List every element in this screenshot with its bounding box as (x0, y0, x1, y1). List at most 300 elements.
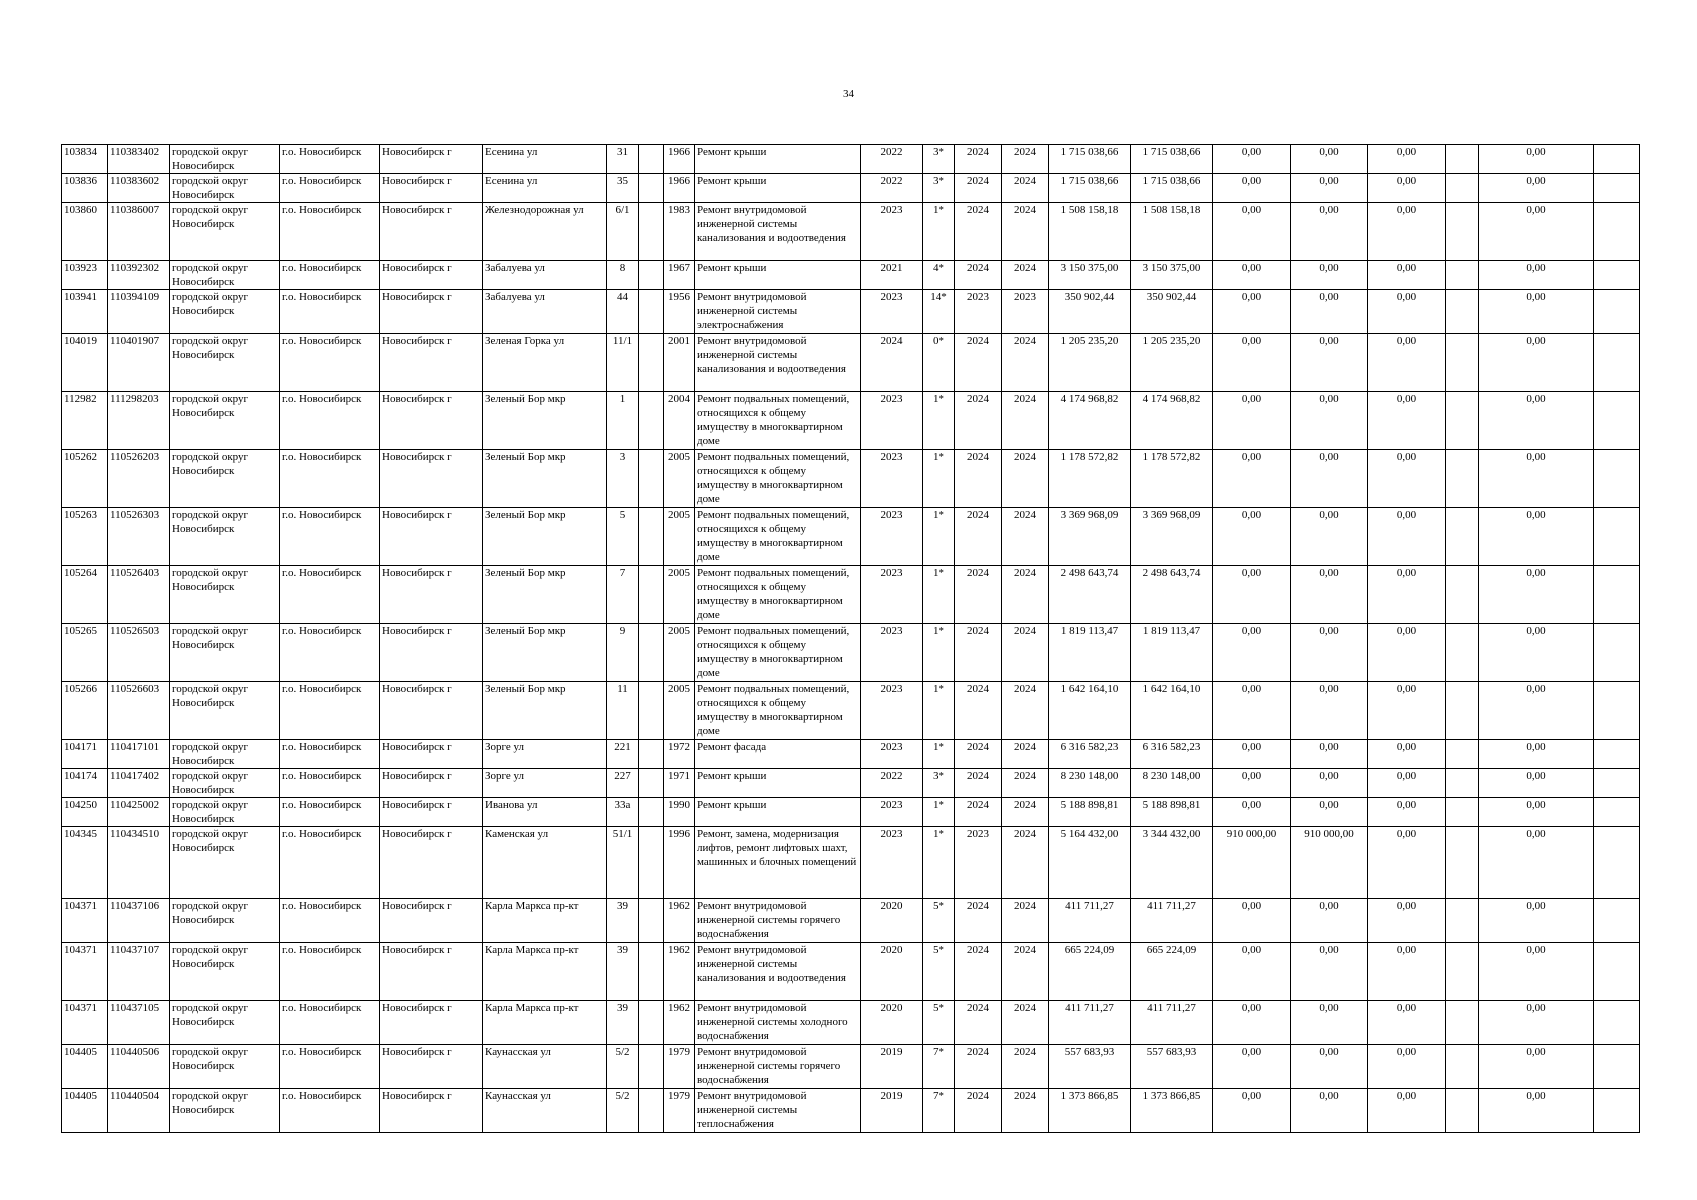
cell-support-1: 910 000,00 (1213, 827, 1291, 899)
cell-support-3: 0,00 (1368, 1045, 1446, 1089)
cell-code: 110417402 (108, 769, 170, 798)
cell-street: Забалуева ул (483, 290, 607, 334)
cell-cost: 411 711,27 (1049, 899, 1131, 943)
cell-work-type: Ремонт подвальных помещений, относящихся к общему имуществу в многоквартирном доме (695, 450, 861, 508)
cell-house: 33а (607, 798, 639, 827)
cell-support-3: 0,00 (1368, 261, 1446, 290)
cell-work-type: Ремонт внутридомовой инженерной системы холодного водоснабжения (695, 1001, 861, 1045)
table-row (62, 827, 1640, 899)
cell-settlement: Новосибирск г (380, 827, 483, 899)
cell-support-3: 0,00 (1368, 203, 1446, 261)
cell-support-2: 0,00 (1291, 566, 1368, 624)
cell-support-2: 0,00 (1291, 769, 1368, 798)
cell-support-3: 0,00 (1368, 769, 1446, 798)
cell-build-year: 1966 (664, 145, 695, 174)
cell-support-1: 0,00 (1213, 145, 1291, 174)
cell-street: Каунасская ул (483, 1045, 607, 1089)
cell-support-2: 0,00 (1291, 145, 1368, 174)
cell-cost: 6 316 582,23 (1049, 740, 1131, 769)
cell-support-4 (1446, 508, 1479, 566)
cell-work-type: Ремонт крыши (695, 174, 861, 203)
cell-support-4 (1446, 450, 1479, 508)
cell-finish-year: 2023 (1002, 290, 1049, 334)
cell-cost: 350 902,44 (1049, 290, 1131, 334)
cell-house: 5/2 (607, 1089, 639, 1133)
cell-work-type: Ремонт внутридомовой инженерной системы горячего водоснабжения (695, 1045, 861, 1089)
cell-street: Забалуева ул (483, 261, 607, 290)
cell-owner-funds: 1 373 866,85 (1131, 1089, 1213, 1133)
cell-building (639, 261, 664, 290)
cell-municipal-district: г.о. Новосибирск (280, 392, 380, 450)
cell-build-year: 1967 (664, 261, 695, 290)
cell-house: 44 (607, 290, 639, 334)
cell-basis: 5* (923, 899, 955, 943)
cell-cost: 1 715 038,66 (1049, 174, 1131, 203)
table-row (62, 145, 1640, 174)
cell-support-3: 0,00 (1368, 798, 1446, 827)
cell-basis: 1* (923, 450, 955, 508)
table-row (62, 334, 1640, 392)
cell-support-4 (1446, 899, 1479, 943)
cell-start-year: 2024 (955, 145, 1002, 174)
cell-owner-funds: 350 902,44 (1131, 290, 1213, 334)
cell-street: Зеленый Бор мкр (483, 624, 607, 682)
cell-basis: 1* (923, 827, 955, 899)
cell-basis: 1* (923, 798, 955, 827)
cell-building (639, 798, 664, 827)
cell-support-3: 0,00 (1368, 450, 1446, 508)
cell-start-year: 2024 (955, 261, 1002, 290)
cell-municipal-district: г.о. Новосибирск (280, 1001, 380, 1045)
cell-work-type: Ремонт подвальных помещений, относящихся к общему имуществу в многоквартирном доме (695, 682, 861, 740)
cell-work-type: Ремонт крыши (695, 145, 861, 174)
cell-support-1: 0,00 (1213, 943, 1291, 1001)
cell-support-5: 0,00 (1479, 769, 1594, 798)
cell-owner-funds: 557 683,93 (1131, 1045, 1213, 1089)
cell-building (639, 769, 664, 798)
cell-basis: 7* (923, 1089, 955, 1133)
cell-support-2: 0,00 (1291, 174, 1368, 203)
cell-support-3: 0,00 (1368, 899, 1446, 943)
cell-municipal-entity: городской округ Новосибирск (170, 624, 280, 682)
table-row (62, 899, 1640, 943)
cell-municipal-entity: городской округ Новосибирск (170, 290, 280, 334)
cell-support-4 (1446, 1001, 1479, 1045)
cell-house: 11/1 (607, 334, 639, 392)
cell-planned-year: 2023 (861, 392, 923, 450)
cell-work-type: Ремонт внутридомовой инженерной системы теплоснабжения (695, 1089, 861, 1133)
table-row (62, 174, 1640, 203)
cell-support-5: 0,00 (1479, 566, 1594, 624)
cell-owner-funds: 1 205 235,20 (1131, 334, 1213, 392)
cell-support-5: 0,00 (1479, 624, 1594, 682)
cell-street: Зеленый Бор мкр (483, 508, 607, 566)
cell-planned-year: 2024 (861, 334, 923, 392)
cell-street: Зеленый Бор мкр (483, 392, 607, 450)
cell-support-3: 0,00 (1368, 508, 1446, 566)
table-row (62, 1089, 1640, 1133)
cell-settlement: Новосибирск г (380, 203, 483, 261)
cell-support-4 (1446, 769, 1479, 798)
cell-finish-year: 2024 (1002, 1045, 1049, 1089)
cell-build-year: 1956 (664, 290, 695, 334)
cell-planned-year: 2023 (861, 624, 923, 682)
cell-support-5: 0,00 (1479, 203, 1594, 261)
cell-municipal-district: г.о. Новосибирск (280, 261, 380, 290)
cell-support-1: 0,00 (1213, 203, 1291, 261)
cell-municipal-entity: городской округ Новосибирск (170, 1089, 280, 1133)
cell-municipal-entity: городской округ Новосибирск (170, 769, 280, 798)
cell-id: 104371 (62, 1001, 108, 1045)
cell-support-5: 0,00 (1479, 740, 1594, 769)
cell-settlement: Новосибирск г (380, 450, 483, 508)
cell-note (1594, 334, 1640, 392)
cell-finish-year: 2024 (1002, 508, 1049, 566)
cell-start-year: 2024 (955, 769, 1002, 798)
cell-work-type: Ремонт внутридомовой инженерной системы канализования и водоотведения (695, 203, 861, 261)
cell-cost: 4 174 968,82 (1049, 392, 1131, 450)
cell-build-year: 2005 (664, 682, 695, 740)
cell-house: 11 (607, 682, 639, 740)
cell-building (639, 145, 664, 174)
cell-municipal-entity: городской округ Новосибирск (170, 943, 280, 1001)
cell-municipal-district: г.о. Новосибирск (280, 943, 380, 1001)
cell-cost: 2 498 643,74 (1049, 566, 1131, 624)
cell-support-2: 0,00 (1291, 1089, 1368, 1133)
cell-building (639, 450, 664, 508)
cell-support-2: 0,00 (1291, 1045, 1368, 1089)
cell-note (1594, 827, 1640, 899)
cell-support-5: 0,00 (1479, 1089, 1594, 1133)
cell-planned-year: 2023 (861, 827, 923, 899)
cell-municipal-entity: городской округ Новосибирск (170, 682, 280, 740)
cell-cost: 3 369 968,09 (1049, 508, 1131, 566)
cell-work-type: Ремонт подвальных помещений, относящихся к общему имуществу в многоквартирном доме (695, 508, 861, 566)
cell-support-4 (1446, 1089, 1479, 1133)
cell-basis: 5* (923, 1001, 955, 1045)
cell-note (1594, 566, 1640, 624)
table-row (62, 261, 1640, 290)
cell-note (1594, 740, 1640, 769)
cell-note (1594, 899, 1640, 943)
cell-id: 104174 (62, 769, 108, 798)
cell-municipal-entity: городской округ Новосибирск (170, 334, 280, 392)
cell-support-5: 0,00 (1479, 943, 1594, 1001)
cell-finish-year: 2024 (1002, 769, 1049, 798)
cell-building (639, 1089, 664, 1133)
cell-house: 39 (607, 943, 639, 1001)
cell-house: 227 (607, 769, 639, 798)
cell-work-type: Ремонт фасада (695, 740, 861, 769)
cell-cost: 5 188 898,81 (1049, 798, 1131, 827)
cell-support-5: 0,00 (1479, 450, 1594, 508)
cell-support-1: 0,00 (1213, 290, 1291, 334)
cell-street: Зеленая Горка ул (483, 334, 607, 392)
cell-owner-funds: 1 642 164,10 (1131, 682, 1213, 740)
cell-building (639, 566, 664, 624)
cell-support-3: 0,00 (1368, 740, 1446, 769)
cell-start-year: 2024 (955, 334, 1002, 392)
table-row (62, 1001, 1640, 1045)
cell-work-type: Ремонт внутридомовой инженерной системы канализования и водоотведения (695, 943, 861, 1001)
cell-settlement: Новосибирск г (380, 899, 483, 943)
cell-support-5: 0,00 (1479, 174, 1594, 203)
cell-house: 6/1 (607, 203, 639, 261)
cell-municipal-entity: городской округ Новосибирск (170, 899, 280, 943)
cell-street: Зорге ул (483, 769, 607, 798)
cell-planned-year: 2019 (861, 1045, 923, 1089)
cell-street: Иванова ул (483, 798, 607, 827)
cell-start-year: 2024 (955, 740, 1002, 769)
cell-planned-year: 2022 (861, 769, 923, 798)
cell-support-5: 0,00 (1479, 1001, 1594, 1045)
cell-basis: 1* (923, 624, 955, 682)
cell-build-year: 2001 (664, 334, 695, 392)
cell-street: Зеленый Бор мкр (483, 682, 607, 740)
table-row (62, 508, 1640, 566)
cell-finish-year: 2024 (1002, 827, 1049, 899)
cell-id: 104405 (62, 1045, 108, 1089)
cell-municipal-district: г.о. Новосибирск (280, 682, 380, 740)
cell-work-type: Ремонт подвальных помещений, относящихся к общему имуществу в многоквартирном доме (695, 566, 861, 624)
cell-support-4 (1446, 566, 1479, 624)
table-row (62, 566, 1640, 624)
cell-settlement: Новосибирск г (380, 392, 483, 450)
cell-owner-funds: 665 224,09 (1131, 943, 1213, 1001)
cell-finish-year: 2024 (1002, 450, 1049, 508)
cell-support-3: 0,00 (1368, 943, 1446, 1001)
table-row (62, 450, 1640, 508)
cell-cost: 1 642 164,10 (1049, 682, 1131, 740)
cell-support-4 (1446, 334, 1479, 392)
cell-support-2: 0,00 (1291, 203, 1368, 261)
cell-basis: 1* (923, 203, 955, 261)
cell-support-5: 0,00 (1479, 899, 1594, 943)
cell-finish-year: 2024 (1002, 566, 1049, 624)
cell-support-5: 0,00 (1479, 392, 1594, 450)
cell-planned-year: 2023 (861, 566, 923, 624)
cell-planned-year: 2023 (861, 740, 923, 769)
cell-cost: 3 150 375,00 (1049, 261, 1131, 290)
cell-id: 104371 (62, 899, 108, 943)
cell-owner-funds: 411 711,27 (1131, 1001, 1213, 1045)
cell-build-year: 2004 (664, 392, 695, 450)
cell-building (639, 740, 664, 769)
cell-build-year: 1990 (664, 798, 695, 827)
cell-support-4 (1446, 203, 1479, 261)
cell-owner-funds: 4 174 968,82 (1131, 392, 1213, 450)
cell-street: Есенина ул (483, 145, 607, 174)
cell-finish-year: 2024 (1002, 1001, 1049, 1045)
cell-street: Зорге ул (483, 740, 607, 769)
cell-basis: 1* (923, 392, 955, 450)
cell-work-type: Ремонт подвальных помещений, относящихся к общему имуществу в многоквартирном доме (695, 392, 861, 450)
cell-finish-year: 2024 (1002, 740, 1049, 769)
cell-code: 110526503 (108, 624, 170, 682)
cell-owner-funds: 1 715 038,66 (1131, 145, 1213, 174)
cell-basis: 1* (923, 508, 955, 566)
cell-start-year: 2024 (955, 682, 1002, 740)
cell-code: 110434510 (108, 827, 170, 899)
cell-settlement: Новосибирск г (380, 145, 483, 174)
cell-support-5: 0,00 (1479, 508, 1594, 566)
cell-support-2: 910 000,00 (1291, 827, 1368, 899)
table-row (62, 290, 1640, 334)
cell-building (639, 290, 664, 334)
cell-planned-year: 2021 (861, 261, 923, 290)
cell-note (1594, 174, 1640, 203)
cell-owner-funds: 411 711,27 (1131, 899, 1213, 943)
cell-id: 104019 (62, 334, 108, 392)
cell-house: 8 (607, 261, 639, 290)
cell-support-4 (1446, 174, 1479, 203)
cell-start-year: 2024 (955, 508, 1002, 566)
cell-work-type: Ремонт внутридомовой инженерной системы горячего водоснабжения (695, 899, 861, 943)
cell-id: 112982 (62, 392, 108, 450)
cell-owner-funds: 6 316 582,23 (1131, 740, 1213, 769)
cell-support-2: 0,00 (1291, 624, 1368, 682)
cell-build-year: 1971 (664, 769, 695, 798)
cell-building (639, 508, 664, 566)
cell-id: 104371 (62, 943, 108, 1001)
cell-basis: 3* (923, 769, 955, 798)
cell-support-5: 0,00 (1479, 682, 1594, 740)
cell-settlement: Новосибирск г (380, 943, 483, 1001)
cell-building (639, 827, 664, 899)
cell-house: 35 (607, 174, 639, 203)
table-row (62, 943, 1640, 1001)
cell-building (639, 943, 664, 1001)
cell-support-1: 0,00 (1213, 1001, 1291, 1045)
table-row (62, 392, 1640, 450)
cell-finish-year: 2024 (1002, 943, 1049, 1001)
cell-settlement: Новосибирск г (380, 624, 483, 682)
cell-support-4 (1446, 392, 1479, 450)
cell-settlement: Новосибирск г (380, 1045, 483, 1089)
cell-id: 104171 (62, 740, 108, 769)
cell-settlement: Новосибирск г (380, 261, 483, 290)
cell-start-year: 2024 (955, 899, 1002, 943)
cell-cost: 8 230 148,00 (1049, 769, 1131, 798)
cell-settlement: Новосибирск г (380, 174, 483, 203)
cell-planned-year: 2020 (861, 899, 923, 943)
cell-settlement: Новосибирск г (380, 740, 483, 769)
cell-cost: 5 164 432,00 (1049, 827, 1131, 899)
cell-municipal-entity: городской округ Новосибирск (170, 1001, 280, 1045)
cell-basis: 1* (923, 682, 955, 740)
cell-note (1594, 508, 1640, 566)
cell-start-year: 2024 (955, 1045, 1002, 1089)
cell-settlement: Новосибирск г (380, 682, 483, 740)
cell-note (1594, 943, 1640, 1001)
cell-basis: 3* (923, 174, 955, 203)
cell-municipal-district: г.о. Новосибирск (280, 145, 380, 174)
cell-municipal-entity: городской округ Новосибирск (170, 508, 280, 566)
table-row (62, 798, 1640, 827)
cell-support-1: 0,00 (1213, 392, 1291, 450)
cell-finish-year: 2024 (1002, 261, 1049, 290)
cell-id: 103860 (62, 203, 108, 261)
cell-support-3: 0,00 (1368, 566, 1446, 624)
cell-work-type: Ремонт, замена, модернизация лифтов, ремонт лифтовых шахт, машинных и блочных помещений (695, 827, 861, 899)
cell-house: 7 (607, 566, 639, 624)
cell-street: Карла Маркса пр-кт (483, 899, 607, 943)
cell-support-4 (1446, 290, 1479, 334)
cell-build-year: 1979 (664, 1089, 695, 1133)
cell-finish-year: 2024 (1002, 624, 1049, 682)
cell-municipal-entity: городской округ Новосибирск (170, 392, 280, 450)
cell-code: 110526403 (108, 566, 170, 624)
cell-street: Карла Маркса пр-кт (483, 943, 607, 1001)
cell-support-1: 0,00 (1213, 261, 1291, 290)
cell-cost: 1 508 158,18 (1049, 203, 1131, 261)
cell-finish-year: 2024 (1002, 1089, 1049, 1133)
cell-code: 110437107 (108, 943, 170, 1001)
cell-note (1594, 1089, 1640, 1133)
table-row (62, 1045, 1640, 1089)
cell-support-3: 0,00 (1368, 1001, 1446, 1045)
cell-work-type: Ремонт внутридомовой инженерной системы канализования и водоотведения (695, 334, 861, 392)
cell-support-2: 0,00 (1291, 943, 1368, 1001)
cell-work-type: Ремонт крыши (695, 798, 861, 827)
cell-municipal-district: г.о. Новосибирск (280, 740, 380, 769)
cell-cost: 1 205 235,20 (1049, 334, 1131, 392)
cell-note (1594, 450, 1640, 508)
cell-support-4 (1446, 261, 1479, 290)
cell-owner-funds: 1 508 158,18 (1131, 203, 1213, 261)
cell-note (1594, 145, 1640, 174)
cell-build-year: 1983 (664, 203, 695, 261)
cell-municipal-district: г.о. Новосибирск (280, 899, 380, 943)
cell-planned-year: 2023 (861, 682, 923, 740)
cell-note (1594, 769, 1640, 798)
cell-start-year: 2024 (955, 1001, 1002, 1045)
cell-building (639, 899, 664, 943)
cell-planned-year: 2023 (861, 508, 923, 566)
cell-start-year: 2024 (955, 174, 1002, 203)
cell-support-1: 0,00 (1213, 798, 1291, 827)
cell-start-year: 2024 (955, 943, 1002, 1001)
cell-street: Каунасская ул (483, 1089, 607, 1133)
cell-municipal-district: г.о. Новосибирск (280, 798, 380, 827)
cell-house: 31 (607, 145, 639, 174)
cell-support-5: 0,00 (1479, 290, 1594, 334)
cell-support-5: 0,00 (1479, 827, 1594, 899)
cell-support-2: 0,00 (1291, 334, 1368, 392)
cell-build-year: 2005 (664, 624, 695, 682)
cell-building (639, 1045, 664, 1089)
cell-municipal-entity: городской округ Новосибирск (170, 798, 280, 827)
cell-finish-year: 2024 (1002, 899, 1049, 943)
cell-id: 103941 (62, 290, 108, 334)
cell-building (639, 682, 664, 740)
cell-municipal-district: г.о. Новосибирск (280, 1045, 380, 1089)
cell-code: 110392302 (108, 261, 170, 290)
cell-basis: 0* (923, 334, 955, 392)
cell-municipal-district: г.о. Новосибирск (280, 566, 380, 624)
cell-owner-funds: 3 150 375,00 (1131, 261, 1213, 290)
cell-finish-year: 2024 (1002, 392, 1049, 450)
cell-basis: 7* (923, 1045, 955, 1089)
cell-planned-year: 2022 (861, 145, 923, 174)
cell-settlement: Новосибирск г (380, 1089, 483, 1133)
cell-cost: 1 819 113,47 (1049, 624, 1131, 682)
cell-support-2: 0,00 (1291, 899, 1368, 943)
cell-basis: 5* (923, 943, 955, 1001)
cell-support-3: 0,00 (1368, 290, 1446, 334)
cell-note (1594, 624, 1640, 682)
cell-id: 105266 (62, 682, 108, 740)
